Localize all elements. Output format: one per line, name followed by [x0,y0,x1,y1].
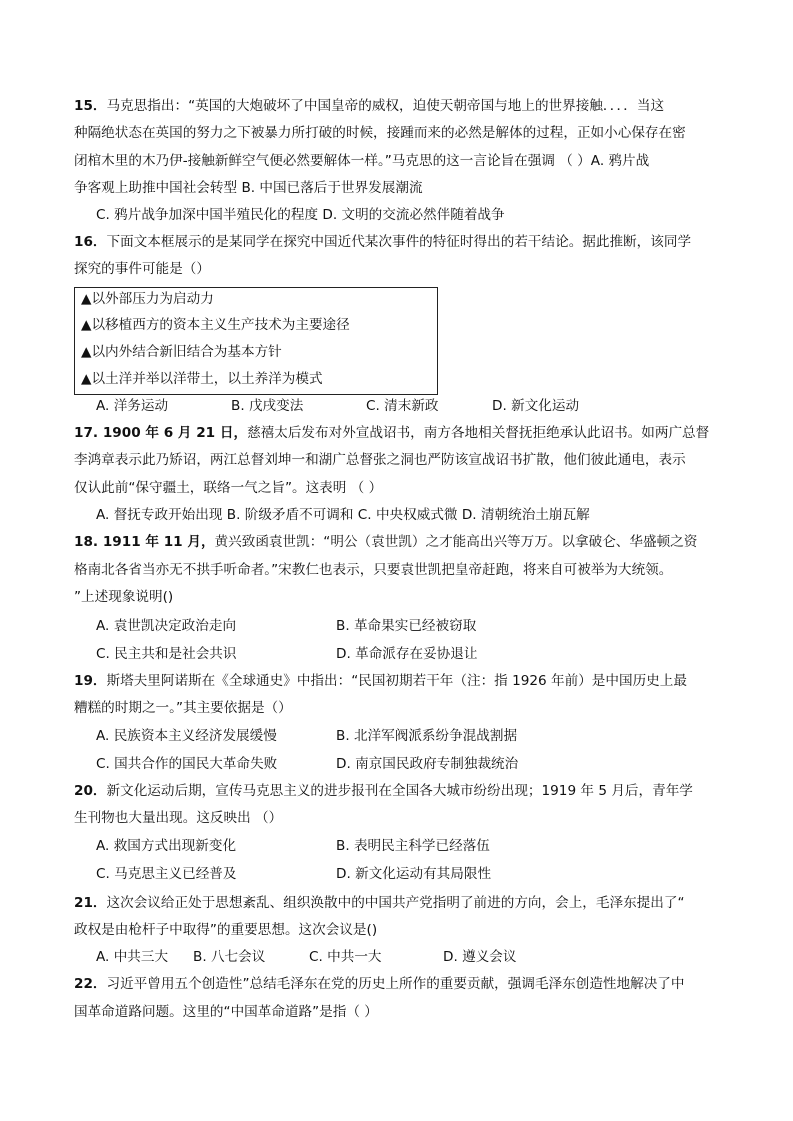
question-19-option-d: D. 南京国民政府专制独裁统治 [336,756,519,772]
question-18-option-b: B. 革命果实已经被窃取 [336,618,477,634]
question-21-option-b: B. 八七会议 [193,949,266,965]
question-17-line-3: 仅认此前“保守疆土，联络一气之旨”。这表明 （ ） [74,480,383,496]
question-19-stem-part-1: 斯塔夫里阿诺斯在《全球通史》中指出：“民国初期若干年（注：指 1926 年前）是中国历史上最 [106,673,687,689]
question-20-option-c: C. 马克思主义已经普及 [96,866,237,882]
question-20-option-b: B. 表明民主科学已经落伍 [336,838,490,854]
question-15-stem-part-1: 马克思指出：“英国的大炮破坏了中国皇帝的威权，迫使天朝帝国与地上的世界接触．．．．当这 [106,98,665,114]
question-18-number: 18. 1911 年 11 月， [74,534,215,550]
question-18-stem-part-1: 黄兴致函袁世凯：“明公（袁世凯）之才能高出兴等万万。以拿破仑、华盛顿之资 [214,534,698,550]
question-15-line-4: 争客观上助推中国社会转型 B. 中国已落后于世界发展潮流 [74,180,423,196]
text-box-item-2: ▲以移植西方的资本主义生产技术为主要途径 [81,317,350,333]
question-16-option-a: A. 洋务运动 [96,398,169,414]
text-box-item-4: ▲以土洋并举以洋带土，以土养洋为模式 [81,371,323,387]
question-21-number: 21． [74,895,107,911]
question-20-option-a: A. 救国方式出现新变化 [96,838,237,854]
text-box-item-1: ▲以外部压力为启动力 [81,291,214,307]
question-18-line-2: 格南北各省当亦无不拱手听命者。”宋教仁也表示，只要袁世凯把皇帝赶跑，将来自可被举为大统领。 [74,562,673,578]
question-17-stem-part-1: 慈禧太后发布对外宣战诏书，南方各地相关督抚拒绝承认此诏书。如两广总督 [247,425,710,441]
question-20-number: 20． [74,783,107,799]
question-15-line-2: 种隔绝状态在英国的努力之下被暴力所打破的时候，接踵而来的必然是解体的过程，正如小心保存在密 [74,125,686,141]
question-18-line-3: ”上述现象说明() [74,589,174,605]
question-15-number: 15． [74,98,107,114]
question-21-option-a: A. 中共三大 [96,949,169,965]
question-21-line-1 [74,893,685,913]
question-16-stem-part-1: 下面文本框展示的是某同学在探究中国近代某次事件的特征时得出的若干结论。据此推断，该同学 [106,234,692,250]
question-19-option-b: B. 北洋军阀派系纷争混战割据 [336,728,518,744]
question-16-line-1 [74,232,691,252]
question-22-number: 22． [74,976,107,992]
question-21-option-c: C. 中共一大 [309,949,382,965]
question-22-stem-part-1: 习近平曾用五个创造性”总结毛泽东在党的历史上所作的重要贡献，强调毛泽东创造性地解决了中 [106,976,685,992]
question-20-option-d: D. 新文化运动有其局限性 [336,866,492,882]
question-21-stem-part-1: 这次会议给正处于思想紊乱、组织涣散中的中国共产党指明了前进的方向，会上，毛泽东提出了“ [106,895,685,911]
question-15-line-5: C. 鸦片战争加深中国半殖民化的程度 D. 文明的交流必然伴随着战争 [96,207,505,223]
question-17-options: A. 督抚专政开始出现 B. 阶级矛盾不可调和 C. 中央权威式微 D. 清朝统治土崩瓦解 [96,507,590,523]
question-21-line-2: 政权是由枪杆子中取得”的重要思想。这次会议是() [74,922,378,938]
question-21-option-d: D. 遵义会议 [443,949,517,965]
question-17-line-1 [74,423,709,443]
question-20-line-2: 生刊物也大量出现。这反映出 （） [74,810,283,826]
question-19-option-a: A. 民族资本主义经济发展缓慢 [96,728,277,744]
question-16-option-d: D. 新文化运动 [492,398,580,414]
question-16-number: 16． [74,234,107,250]
question-16-option-c: C. 清末新政 [366,398,439,414]
question-19-number: 19． [74,673,107,689]
question-22-line-2: 国革命道路问题。这里的“中国革命道路”是指（ ） [74,1004,378,1020]
question-18-line-1 [74,532,697,552]
question-19-line-1 [74,671,687,691]
question-17-line-2: 李鸿章表示此乃矫诏，两江总督刘坤一和湖广总督张之洞也严防该宣战诏书扩散，他们彼此通电，表示 [74,452,686,468]
question-16-text-box [74,287,438,395]
question-19-option-c: C. 国共合作的国民大革命失败 [96,756,278,772]
question-17-number: 17. 1900 年 6 月 21 日， [74,425,248,441]
question-22-line-1 [74,974,685,994]
question-20-stem-part-1: 新文化运动后期，宣传马克思主义的进步报刊在全国各大城市纷纷出现；1919 年 5 月后，青年学 [106,783,693,799]
question-15-line-1 [74,96,664,116]
question-18-option-a: A. 袁世凯决定政治走向 [96,618,237,634]
question-16-option-b: B. 戊戌变法 [231,398,304,414]
text-box-item-3: ▲以内外结合新旧结合为基本方针 [81,344,282,360]
question-18-option-c: C. 民主共和是社会共识 [96,646,237,662]
question-20-line-1 [74,781,693,801]
question-16-line-2: 探究的事件可能是（） [74,261,210,277]
question-19-line-2: 糟糕的时期之一。”其主要依据是（） [74,700,292,716]
question-18-option-d: D. 革命派存在妥协退让 [336,646,478,662]
question-15-line-3: 闭棺木里的木乃伊-接触新鲜空气便必然要解体一样。”马克思的这一言论旨在强调 （ ）A. 鸦片战 [74,153,650,169]
